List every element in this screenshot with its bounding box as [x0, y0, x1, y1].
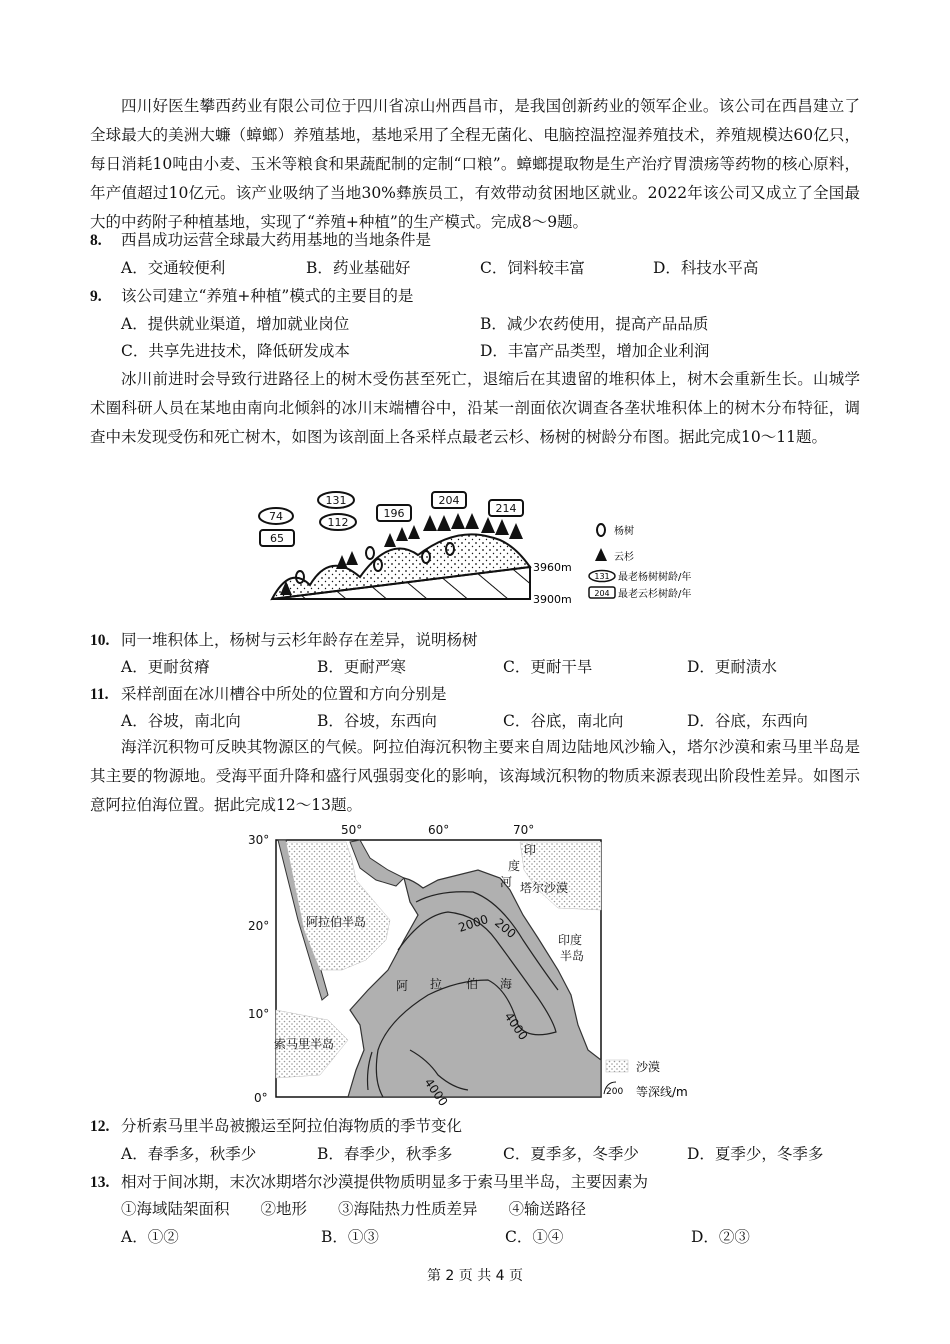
- indus-label: 度: [508, 859, 521, 873]
- question-stem: 同一堆积体上，杨树与云杉年龄存在差异，说明杨树: [121, 631, 478, 649]
- option-a: A．更耐贫瘠: [121, 658, 210, 676]
- option-d: D．②③: [691, 1228, 750, 1246]
- spruce-icon: [423, 515, 437, 531]
- legend-desert-swatch: [606, 1060, 628, 1072]
- question-number: 11.: [90, 686, 109, 703]
- spruce-icon: [336, 555, 348, 569]
- option-d: D．夏季少，冬季多: [687, 1145, 824, 1163]
- sea-label: 伯: [466, 977, 479, 991]
- option-b: B．春季少，秋季多: [317, 1145, 453, 1163]
- option-a: A．①②: [121, 1228, 179, 1246]
- contour-label: 2000: [456, 912, 490, 935]
- passage-3: 海洋沉积物可反映其物源区的气候。阿拉伯海沉积物主要来自周边陆地风沙输入，塔尔沙漠和索马里半岛是其主要的物源地。受海平面升降和盛行风强弱变化的影响，该海域沉积物的物质来源表现出阶段性差异。如图示意阿拉伯海位置。据此完成12～13题。: [90, 738, 860, 814]
- sea-label: 阿: [396, 979, 409, 993]
- option-c: C．谷底，南北向: [503, 712, 624, 730]
- legend-spruce-age: 最老云杉树龄/年: [618, 589, 692, 600]
- option-b: B．减少农药使用，提高产品品质: [480, 315, 709, 333]
- spruce-icon: [509, 523, 523, 539]
- legend-sample-spruce: 204: [594, 589, 610, 598]
- option-d: D．更耐渍水: [687, 658, 777, 676]
- indus-label: 河: [500, 875, 513, 889]
- spruce-age-label: 214: [495, 502, 517, 515]
- option-d: D．谷底，东西向: [687, 712, 808, 730]
- elevation-bottom: 3900m: [533, 593, 572, 606]
- glacier-profile-figure: [250, 485, 710, 610]
- option-a: A．交通较便利: [121, 259, 226, 277]
- arabian-sea-map: [238, 820, 718, 1110]
- spruce-age-label: 65: [270, 532, 284, 545]
- lat-label: 0°: [254, 1091, 268, 1105]
- legend-sample-poplar: 131: [594, 572, 610, 581]
- contour-label: 200: [492, 915, 519, 942]
- question-number: 12.: [90, 1118, 110, 1135]
- spruce-age-label: 204: [438, 494, 460, 507]
- question-11: [90, 680, 447, 709]
- question-stem: 分析索马里半岛被搬运至阿拉伯海物质的季节变化: [121, 1117, 463, 1135]
- legend-isobath: 等深线/m: [636, 1085, 688, 1099]
- lon-label: 70°: [513, 823, 535, 837]
- poplar-icon: [366, 547, 374, 559]
- question-stem: 相对于间冰期，末次冰期塔尔沙漠提供物质明显多于索马里半岛，主要因素为: [121, 1173, 649, 1191]
- option-a: A．春季多，秋季少: [121, 1145, 257, 1163]
- option-b: B．谷坡，东西向: [317, 712, 437, 730]
- spruce-icon: [396, 527, 408, 541]
- statement-list: ①海域陆架面积 ②地形 ③海陆热力性质差异 ④输送路径: [121, 1200, 587, 1218]
- option-b: B．①③: [321, 1228, 379, 1246]
- lon-label: 50°: [341, 823, 363, 837]
- legend-spruce-icon: [595, 548, 607, 561]
- passage-2: 冰川前进时会导致行进路径上的树木受伤甚至死亡，退缩后在其遗留的堆积体上，树木会重新生长。山城学术圈科研人员在某地由南向北倾斜的冰川末端槽谷中，沿某一剖面依次调查各垄状堆积体上的树木分布特征，调查中未发现受伤和死亡树木，如图为该剖面上各采样点最老云杉、杨树的树龄分布图。据此完成10～11题。: [90, 370, 860, 446]
- question-number: 8.: [90, 232, 102, 249]
- option-c: C．①④: [505, 1228, 564, 1246]
- spruce-icon: [384, 533, 396, 547]
- sea-label: 海: [500, 977, 513, 991]
- lat-label: 30°: [248, 833, 270, 847]
- option-d: D．丰富产品类型，增加企业利润: [480, 342, 710, 360]
- spruce-icon: [346, 551, 358, 565]
- question-stem: 采样剖面在冰川槽谷中所处的位置和方向分别是: [121, 685, 447, 703]
- option-c: C．共享先进技术，降低研发成本: [121, 342, 350, 360]
- poplar-age-label: 131: [325, 494, 347, 507]
- option-c: C．更耐干旱: [503, 658, 593, 676]
- question-8: [90, 226, 431, 255]
- spruce-icon: [481, 517, 495, 533]
- question-number: 10.: [90, 632, 110, 649]
- passage-1: 四川好医生攀西药业有限公司位于四川省凉山州西昌市，是我国创新药业的领军企业。该公司在西昌建立了全球最大的美洲大蠊（蟑螂）养殖基地，基地采用了全程无菌化、电脑控温控湿养殖技术，养殖规模达60亿只，每日消耗10吨由小麦、玉米等粮食和果蔬配制的定制“口粮”。蟑螂提取物是生产治疗胃溃疡等药物的核心原料，年产值超过10亿元。该产业吸纳了当地30%彝族员工，有效带动贫困地区就业。2022年该公司又成立了全国最大的中药附子种植基地，实现了“养殖+种植”的生产模式。完成8～9题。: [90, 97, 860, 231]
- lon-label: 60°: [428, 823, 450, 837]
- somalia-label: 索马里半岛: [274, 1037, 335, 1051]
- spruce-icon: [437, 515, 451, 531]
- lat-label: 10°: [248, 1007, 270, 1021]
- option-a: A．提供就业渠道，增加就业岗位: [121, 315, 350, 333]
- question-stem: 西昌成功运营全球最大药用基地的当地条件是: [121, 231, 432, 249]
- contour-label: 4000: [501, 1009, 531, 1043]
- contour-label: 4000: [421, 1075, 451, 1109]
- option-b: B．更耐严寒: [317, 658, 406, 676]
- option-b: B．药业基础好: [306, 259, 411, 277]
- spruce-icon: [451, 513, 465, 529]
- question-stem: 该公司建立“养殖+种植”模式的主要目的是: [121, 287, 414, 305]
- question-13: [90, 1168, 648, 1197]
- poplar-age-label: 74: [269, 510, 283, 523]
- spruce-icon: [408, 525, 420, 539]
- spruce-age-label: 196: [383, 507, 405, 520]
- question-9: [90, 282, 413, 311]
- legend-poplar-age: 最老杨树树龄/年: [618, 572, 692, 583]
- arabia-label: 阿拉伯半岛: [306, 915, 367, 929]
- india-label: 半岛: [560, 949, 585, 963]
- thar-label: 塔尔沙漠: [520, 881, 569, 895]
- option-c: C．夏季多，冬季少: [503, 1145, 639, 1163]
- question-number: 13.: [90, 1174, 110, 1191]
- poplar-age-label: 112: [327, 516, 349, 529]
- legend-desert: 沙漠: [636, 1060, 661, 1074]
- page-footer: 第 2 页 共 4 页: [426, 1268, 524, 1284]
- option-a: A．谷坡，南北向: [121, 712, 241, 730]
- indus-label: 印: [524, 843, 537, 857]
- option-d: D．科技水平高: [653, 259, 759, 277]
- legend-poplar-icon: [597, 524, 605, 536]
- legend-spruce: 云杉: [614, 552, 634, 563]
- india-label: 印度: [558, 933, 583, 947]
- legend-isobath-value: 200: [606, 1087, 624, 1097]
- question-10: [90, 626, 478, 655]
- question-12: [90, 1112, 462, 1141]
- option-c: C．饲料较丰富: [480, 259, 585, 277]
- spruce-icon: [495, 519, 509, 535]
- spruce-icon: [465, 513, 479, 529]
- legend-poplar: 杨树: [614, 526, 634, 537]
- lat-label: 20°: [248, 919, 270, 933]
- elevation-top: 3960m: [533, 561, 572, 574]
- sea-label: 拉: [430, 977, 443, 991]
- question-number: 9.: [90, 288, 102, 305]
